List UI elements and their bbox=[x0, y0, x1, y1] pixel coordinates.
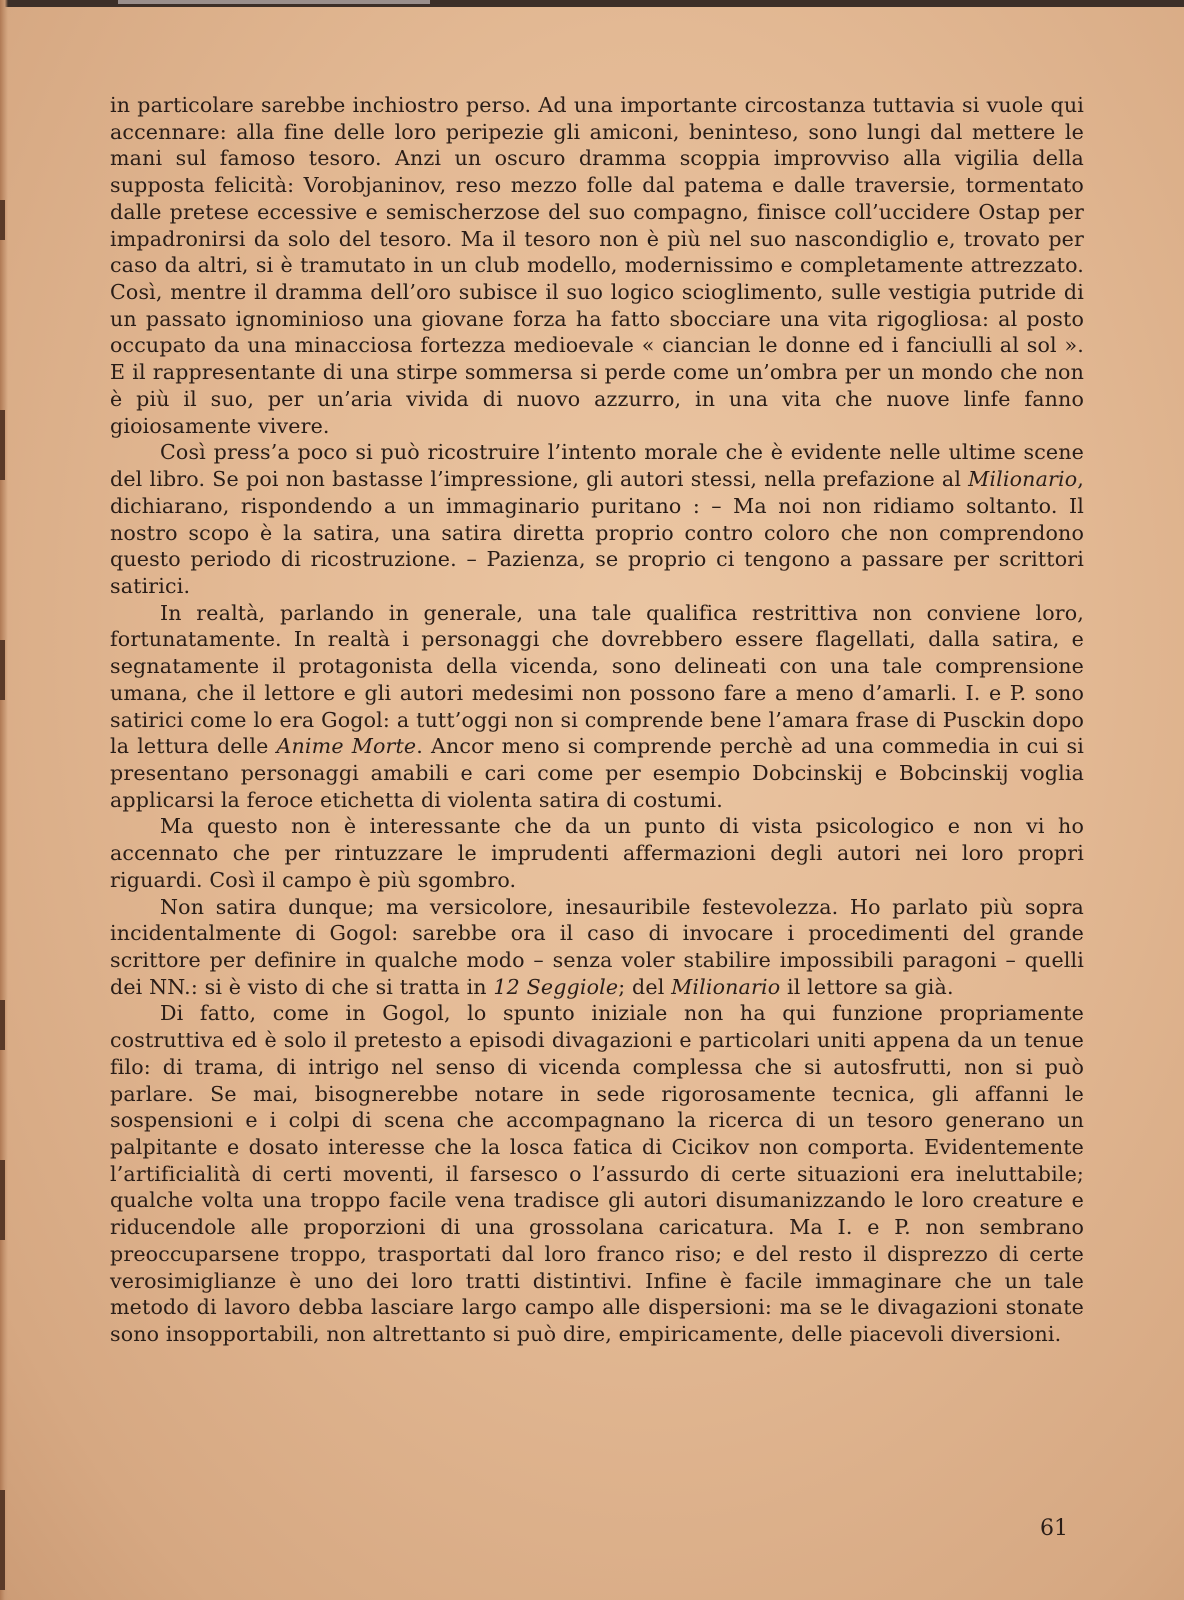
text-run: ; del bbox=[618, 974, 672, 999]
body-text bbox=[110, 92, 1084, 1348]
binding-mark bbox=[0, 410, 5, 480]
page-number: 61 bbox=[1040, 1516, 1068, 1541]
text-run: Ma questo non è interessante che da un punto di vista psicologico e non vi ho accennato che per rintuzzare le imprudenti affermazioni degli autori nei loro propri riguardi. Così il campo è più sgombro. bbox=[110, 814, 1084, 892]
paragraph bbox=[110, 813, 1084, 893]
text-run: . Ancor meno si comprende perchè ad una commedia in cui si presentano personaggi amabili e cari come per esempio Dobcinskij e Bobcinskij voglia applicarsi la feroce etichetta di violenta satira di costumi. bbox=[110, 734, 1084, 812]
text-run: Di fatto, come in Gogol, lo spunto iniziale non ha qui funzione propriamente costruttiva ed è solo il pretesto a episodi divagazioni e particolari uniti appena da un tenue filo: di trama, di intrigo nel senso di vicenda complessa che si autosfrutti, non si può parlare. Se mai, bisognerebbe notare in sede rigorosamente tecnica, gli affanni le sospensioni e i colpi di scena che accompagnano la ricerca di un tesoro generano un palpitante e dosato interesse che la losca fatica di Cicikov non comporta. Evidentemente l’artificialità di certi moventi, il farsesco o l’assurdo di certe situazioni era ineluttabile; qualche volta una troppo facile vena tradisce gli autori disumanizzando le loro creature e riducendole alle proporzioni di una grossolana caricatura. Ma I. e P. non sembrano preoccuparsene troppo, trasportati dal loro franco riso; e del resto il disprezzo di certe verosimiglianze è uno dei loro tratti distintivi. Infine è facile immaginare che un tale metodo di lavoro debba lasciare largo campo alle dispersioni: ma se le divagazioni stonate sono insopportabili, non altrettanto si può dire, empiricamente, delle piacevoli diversioni. bbox=[110, 1001, 1084, 1347]
text-run: In realtà, parlando in generale, una tale qualifica restrittiva non conviene loro, fortunatamente. In realtà i personaggi che dovrebbero essere flagellati, dalla satira, e segnatamente il protagonista della vicenda, sono delineati con una tale comprensione umana, che il lettore e gli autori medesimi non possono fare a meno d’amarli. I. e P. sono satirici come lo era Gogol: a tutt’oggi non si comprende bene l’amara frase di Pusckin dopo la lettura delle bbox=[110, 600, 1084, 759]
text-run: il lettore sa già. bbox=[780, 974, 954, 999]
paragraph bbox=[110, 600, 1084, 814]
italic-title: 12 Seggiole bbox=[493, 974, 619, 999]
text-run: , dichiarano, rispondendo a un immaginario puritano : – Ma noi non ridiamo soltanto. Il nostro scopo è la satira, una satira diretta proprio contro coloro che non comprendono questo periodo di ricostruzione. – Pazienza, se proprio ci tengono a passare per scrittori satirici. bbox=[110, 467, 1084, 598]
binding-mark bbox=[0, 1490, 5, 1590]
italic-title: Milionario bbox=[968, 467, 1078, 492]
text-run: Così press’a poco si può ricostruire l’intento morale che è evidente nelle ultime scene del libro. Se poi non bastasse l’impressione, gli autori stessi, nella prefazione al bbox=[110, 440, 1084, 492]
binding-mark bbox=[0, 1000, 5, 1050]
paragraph bbox=[110, 439, 1084, 599]
binding-mark bbox=[0, 640, 5, 700]
binding-mark bbox=[0, 1160, 5, 1240]
page-top-edge-highlight bbox=[118, 0, 430, 4]
italic-title: Milionario bbox=[671, 974, 781, 999]
paragraph bbox=[110, 894, 1084, 1001]
italic-title: Anime Morte bbox=[276, 734, 417, 759]
paragraph bbox=[110, 92, 1084, 439]
text-run: in particolare sarebbe inchiostro perso. Ad una importante circostanza tuttavia si vuole qui accennare: alla fine delle loro peripezie gli amiconi, beninteso, sono lungi dal mettere le mani sul famoso tesoro. Anzi un oscuro dramma scoppia improvviso alla vigilia della supposta felicità: Vorobjaninov, reso mezzo folle dal patema e dalle traversie, tormentato dalle pretese eccessive e semischerzose del suo compagno, finisce coll’uccidere Ostap per impadronirsi da solo del tesoro. Ma il tesoro non è più nel suo nascondiglio e, trovato per caso da altri, si è tramutato in un club modello, modernissimo e completamente attrezzato. Così, mentre il dramma dell’oro subisce il suo logico scioglimento, sulle vestigia putride di un passato ignominioso una giovane forza ha fatto sbocciare una vita rigogliosa: al posto occupato da una minacciosa fortezza medioevale « ciancian le donne ed i fanciulli al sol ». E il rappresentante di una stirpe sommersa si perde come un’ombra per un mondo che non è più il suo, per un’aria vivida di nuovo azzurro, in una vita che nuove linfe fanno gioiosamente vivere. bbox=[110, 93, 1084, 438]
paragraph bbox=[110, 1000, 1084, 1347]
page-binding-edge bbox=[0, 0, 8, 1600]
text-run: Non satira dunque; ma versicolore, inesauribile festevolezza. Ho parlato più sopra incidentalmente di Gogol: sarebbe ora il caso di invocare i procedimenti del grande scrittore per definire in qualche modo – senza voler stabilire impossibili paragoni – quelli dei NN.: si è visto di che si tratta in bbox=[110, 894, 1084, 999]
binding-mark bbox=[0, 200, 5, 240]
